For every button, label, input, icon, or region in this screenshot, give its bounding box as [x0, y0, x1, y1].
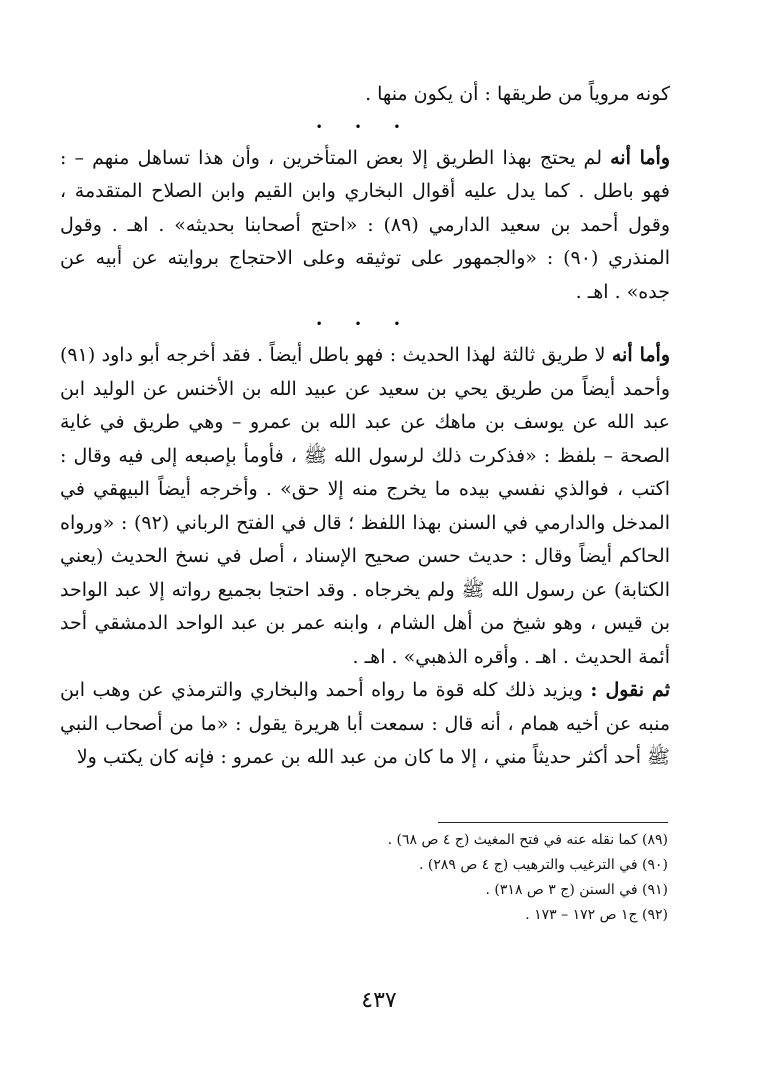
footnote-divider	[438, 822, 668, 823]
paragraph-then-we-say	[60, 674, 670, 775]
footnote-89: (٨٩) كما نقله عنه في فتح المغيث (ج ٤ ص ٦٨) .	[387, 832, 668, 848]
paragraph-text: لا طريق ثالثة لهذا الحديث : فهو باطل أيضاً . فقد أخرجه أبو داود (٩١) وأحمد أيضاً من طريق يحي بن سعيد عن عبيد الله بن الأخنس عن الوليد ابن عبد الله عن يوسف بن ماهك عن عبد الله بن عمرو – وهي طريق في غاية الصحة – بلفظ : «فذكرت ذلك لرسول الله ﷺ ، فأومأ بإصبعه إلى فيه وقال : اكتب ، فوالذي نفسي بيده ما يخرج منه إلا حق» . وأخرجه أيضاً البيهقي في المدخل والدارمي في السنن بهذا اللفظ ؛ قال في الفتح الرباني (٩٢) : «ورواه الحاكم أيضاً وقال : حديث حسن صحيح الإسناد ، أصل في نسخ الحديث (يعني الكتابة) عن رسول الله ﷺ ولم يخرجاه . وقد احتجا بجميع رواته إلا عبد الواحد بن قيس ، وهو شيخ من أهل الشام ، وابنه عمر بن عبد الواحد الدمشقي أحد أئمة الحديث . اهـ . وأقره الذهبي» . اهـ .	[60, 344, 670, 668]
section-separator: • • •	[315, 119, 415, 134]
footnote-91: (٩١) في السنن (ج ٣ ص ٣١٨) .	[485, 882, 668, 898]
paragraph-text: لم يحتج بهذا الطريق إلا بعض المتأخرين ، وأن هذا تساهل منهم – : فهو باطل . كما يدل عليه أقوال البخاري وابن القيم وابن الصلاح المتقدمة ، وقول أحمد بن سعيد الدارمي (٨٩) : «احتج أصحابنا بحديثه» . اهـ . وقول المنذري (٩٠) : «والجمهور على توثيقه وعلى الاحتجاج بروايته عن أبيه عن جده» . اهـ .	[60, 146, 670, 303]
paragraph-lead: ثم نقول :	[590, 679, 670, 701]
section-separator: • • •	[315, 317, 415, 331]
paragraph-lead: وأما أنه	[610, 146, 670, 169]
page-body	[60, 78, 670, 775]
opening-line: كونه مروياً من طريقها : أن يكون منها .	[365, 83, 670, 105]
paragraph-text: ويزيد ذلك كله قوة ما رواه أحمد والبخاري والترمذي عن وهب ابن منبه عن أخيه همام ، أنه قال : سمعت أبا هريرة يقول : «ما من أصحاب النبي ﷺ أحد أكثر حديثاً مني ، إلا ما كان من عبد الله بن عمرو : فإنه كان يكتب ولا	[60, 679, 670, 768]
paragraph-not-only-later-scholars	[60, 142, 670, 310]
paragraph-lead: وأما أنه	[611, 344, 670, 366]
paragraph-third-route	[60, 339, 670, 674]
page-number: ٤٣٧	[361, 988, 397, 1013]
footnote-90: (٩٠) في الترغيب والترهيب (ج ٤ ص ٢٨٩) .	[418, 857, 668, 873]
footnotes	[68, 828, 668, 928]
footnote-92: (٩٢) ج١ ص ١٧٢ – ١٧٣ .	[525, 907, 668, 923]
